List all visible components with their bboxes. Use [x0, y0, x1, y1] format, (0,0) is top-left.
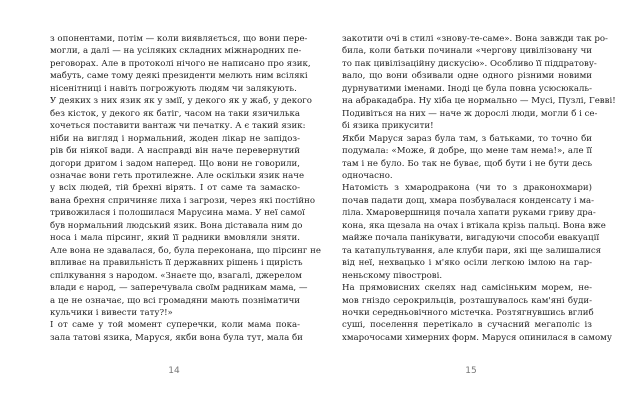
left-text-line: а це не означає, що всі громадяни мають позніматичи [50, 295, 300, 306]
right-text-line: бі язика прикусити! [342, 121, 434, 132]
left-text-line: носа і мала пірсинг, який її радники вмовляли зняти. [50, 233, 300, 244]
left-text-line: ніби на вигляд і нормальний, жоден лікар не запідоз- [50, 133, 300, 144]
left-text-line: без кісток, у декого як батіг, часом на таки язичилька [50, 108, 300, 119]
left-text-line: хочеться поставити вантаж чи печатку. А є такий язик: [50, 121, 306, 132]
left-text-line: мабуть, саме тому деякі президенти мелють ним всілякі [50, 71, 308, 82]
left-text-line: нісенітниці і навіть погрожують людям чи залякують. [50, 83, 297, 94]
left-text-line: вана брехня спричиняє лиха і загрози, через які постійно [50, 195, 316, 206]
left-text-line: могли, а далі — на усіляких складних міжнародних пе- [50, 46, 302, 57]
right-text-line: била, коли батьки починали «чергову цивілізовану чи [342, 46, 592, 57]
left-text-line: зала татові язика, Маруся, якби вона була тут, мала би [50, 332, 303, 343]
right-text-line: там і не було. Бо так не буває, щоб бути і не бути десь [342, 158, 592, 169]
right-text-line: неньскому півострові. [342, 270, 443, 281]
right-text-line: суші, поселення перетікало в сучасний мегаполіс із [342, 320, 592, 331]
left-text-line: Але вона не здавалася, бо, була переконана, що пірсинг не [50, 245, 321, 256]
left-text-line: догори дригом і задом наперед. Що вони не говорили, [50, 158, 300, 169]
right-text-line: вало, що вони обзивали одне одного різними новими [342, 71, 592, 82]
left-text-line: рів би ніякої вади. А насправді він наче перевернутий [50, 146, 300, 157]
right-text-line: Якби Маруся зараз була там, з батьками, то точно би [342, 133, 592, 144]
left-text-line: був нормальний людський язик. Вона діставала ним до [50, 220, 303, 231]
left-text-line: означає вони геть протилежне. Але оскільки язик наче [50, 170, 305, 181]
right-text-line: закотити очі в стилі «знову-те-саме». Вона завжди так ро- [342, 34, 608, 44]
left-page [50, 33, 321, 344]
left-text-line: влади є народ, — заперечувала своїм радникам мама, — [50, 283, 308, 294]
right-text-line: На прямовисних скелях над самісіньким морем, не- [342, 283, 592, 294]
right-page [342, 33, 616, 344]
right-text-line: то пак цивілізаційну дискусію». Особливо її піддратову- [342, 58, 597, 69]
left-page-number: 14 [168, 366, 180, 376]
right-text-line: почав падати дощ, хмара позбувалася конденсату і ма- [342, 195, 595, 206]
right-text-line: майже почала панікувати, вигадуючи способи евакуації [342, 233, 600, 244]
left-text-line: тривожилася і полошилася Марусина мама. У неї самої [50, 208, 305, 219]
right-text-line: на абракадабра. Ну хіба це нормально — Мусі, Пузлі, Гевві! [342, 96, 616, 107]
left-text-line: реговорах. Але в протоколі нічого не написано про язик, [50, 58, 311, 69]
right-text-line: кона, яка щезала на очах і втікала крізь пальці. Вона вже [342, 220, 606, 231]
left-text-line: з опонентами, потім — коли виявляється, що вони пере- [50, 34, 308, 44]
left-text-line: кульчики і вивести тату?!» [50, 307, 173, 318]
right-text-line: хмарочосами химерних форм. Маруся опинилася в самому [342, 332, 612, 343]
right-text-line: та катапультування, але клуби пари, які ще залишалися [342, 245, 602, 256]
right-text-line: мов гніздо серокрильців, розташувалось кам'яні буди- [342, 295, 592, 306]
left-text-line: спілкування з народом. «Знаєте що, взагалі, джерелом [50, 270, 302, 281]
right-text-line: ночки середньовічного містечка. Розтягнувшись вглиб [342, 307, 594, 318]
right-page-number: 15 [465, 366, 477, 376]
right-text-line: одночасно. [342, 170, 393, 181]
left-text-line: У деяких з них язик як у змії, у декого як у жаб, у декого [50, 96, 312, 107]
right-text-line: від неї, нехвацько і м'яко осіли легкою імлою на гар- [342, 258, 592, 269]
left-text-line: І от саме у той момент суперечки, коли мама пока- [50, 320, 300, 331]
right-text-line: ліла. Хмаровершниця почала хапати руками гриву дра- [342, 208, 596, 219]
left-text-line: у всіх людей, тій брехні вірять. І от саме та замаско- [50, 183, 300, 194]
right-text-line: дурнуватими іменами. Іноді це була повна усюсюкаль- [342, 83, 592, 94]
right-text-line: подумала: «Може, й добре, що мене там нема!», але її [342, 146, 592, 157]
left-text-line: впливає на правильність її державних рішень і щирість [50, 258, 303, 269]
right-text-line: Подивіться на них — наче ж дорослі люди, могли б і се- [342, 108, 598, 119]
right-text-line: Натомість з хмародракона (чи то з драконохмари) [342, 183, 592, 194]
